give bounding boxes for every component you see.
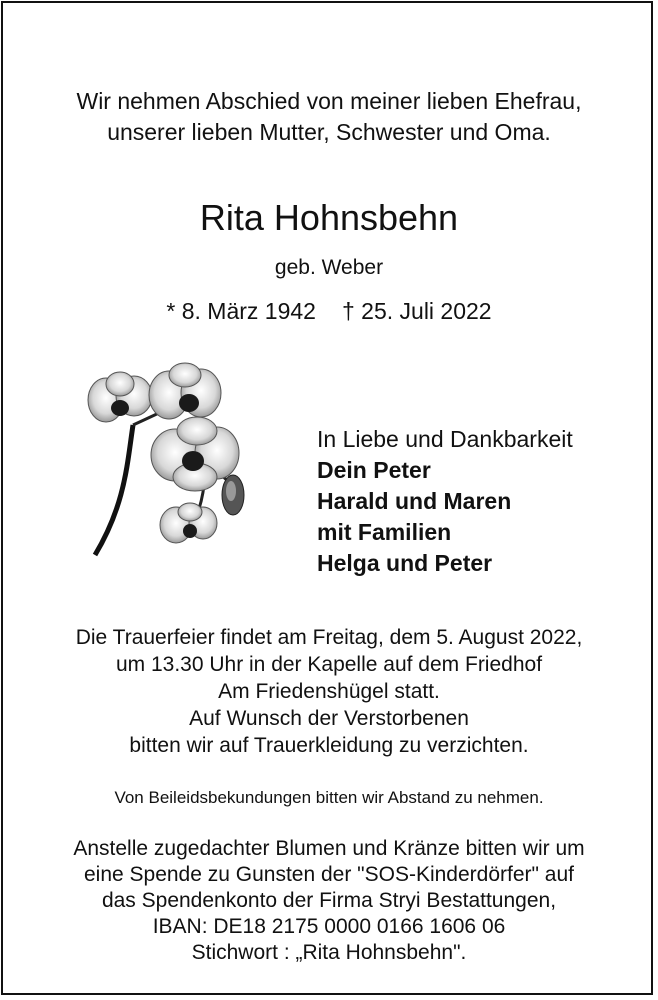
donation-line: Anstelle zugedachter Blumen und Kränze bitten wir um (73, 837, 585, 860)
intro-line: Wir nehmen Abschied von meiner lieben Ehefrau, (76, 88, 582, 114)
ceremony-line: um 13.30 Uhr in der Kapelle auf dem Friedhof (115, 653, 543, 676)
ceremony-info (0, 624, 658, 759)
donation-line: eine Spende zu Gunsten der "SOS-Kinderdörfer" auf (83, 863, 575, 886)
signer-name: mit Familien (317, 519, 452, 545)
ceremony-line: bitten wir auf Trauerkleidung zu verzichten. (129, 734, 529, 757)
intro-text (0, 86, 658, 148)
signer-name: Helga und Peter (317, 550, 493, 576)
birth-date: * 8. März 1942 (166, 298, 316, 324)
signer-name: Harald und Maren (317, 488, 512, 514)
deceased-name: Rita Hohnsbehn (199, 197, 459, 238)
signer-name: Dein Peter (317, 457, 431, 483)
donation-line: IBAN: DE18 2175 0000 0166 1606 06 (152, 915, 506, 938)
death-date: † 25. Juli 2022 (341, 298, 492, 324)
donation-info (0, 836, 658, 966)
condolence-note: Von Beileidsbekundungen bitten wir Abstand zu nehmen. (114, 788, 544, 807)
life-dates (0, 296, 658, 326)
ceremony-line: Am Friedenshügel statt. (218, 680, 440, 703)
donation-line: das Spendenkonto der Firma Stryi Bestattungen, (101, 889, 557, 912)
maiden-name: geb. Weber (274, 256, 384, 279)
ceremony-line: Die Trauerfeier findet am Freitag, dem 5. August 2022, (75, 626, 583, 649)
signers (317, 424, 573, 579)
donation-line: Stichwort : „Rita Hohnsbehn". (191, 941, 467, 964)
orchid-icon (85, 355, 275, 565)
ceremony-line: Auf Wunsch der Verstorbenen (189, 707, 469, 730)
signers-intro: In Liebe und Dankbarkeit (317, 426, 573, 452)
intro-line: unserer lieben Mutter, Schwester und Oma. (107, 119, 551, 145)
